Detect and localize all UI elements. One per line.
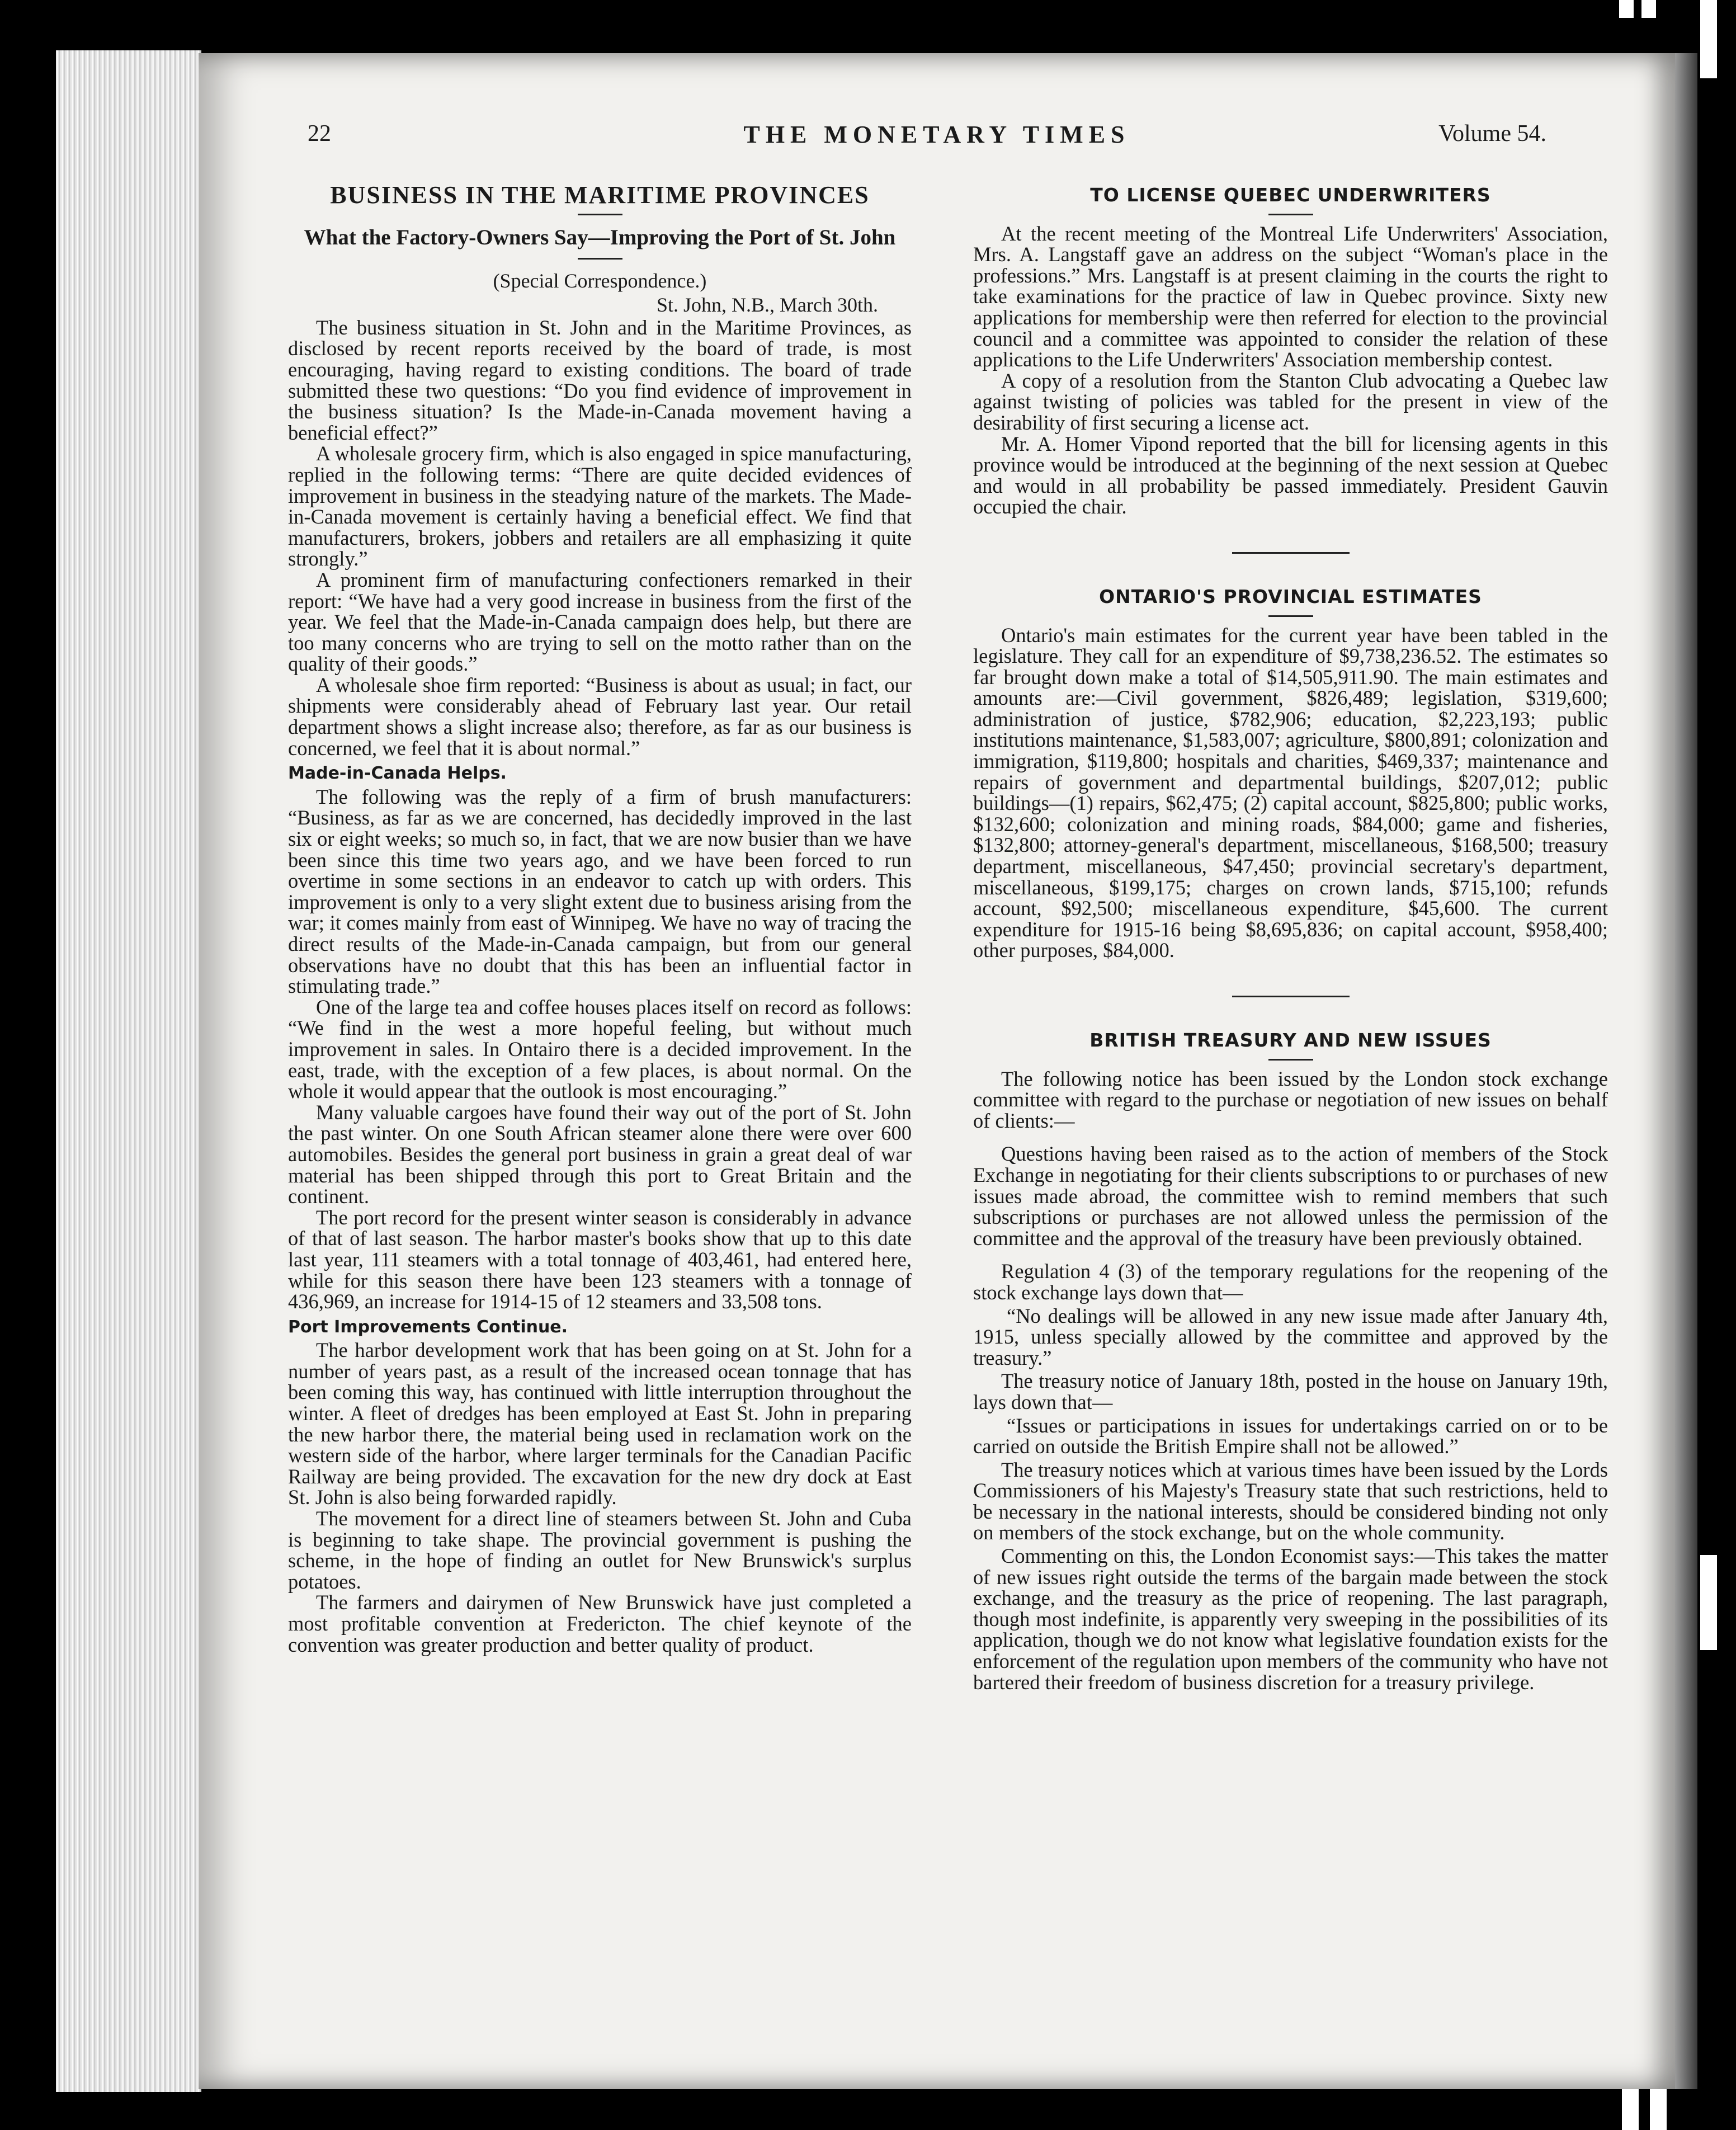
paragraph: The following notice has been issued by the London stock exchange committee with regard to the purchase or negotiation of new issues on behalf of clients:—: [973, 1067, 1608, 1132]
section-heading: Port Improvements Continue.: [288, 1317, 568, 1337]
paragraph: At the recent meeting of the Montreal Life Underwriters' Association, Mrs. A. Langstaff gave an address on the subject “Woman's place in the professions.” Mrs. Langstaff is at present claiming in the courts the right to take examinations for the practice of law in Quebec province. Sixty new applications for membership were then referred for election to the provincial council and a committee was appointed to consider the relation of these applications to the Life Underwriters' Association membership contest.: [973, 222, 1608, 371]
paragraph: A wholesale grocery firm, which is also engaged in spice manufacturing, replied in the following terms: “There are quite decided evidences of improvement in business in the steadying nature of the markets. The Made-in-Canada movement is certainly having a beneficial effect. We find that manufacturers, brokers, jobbers and retailers are all emphasizing it quite strongly.”: [288, 442, 912, 571]
correspondence-note: (Special Correspondence.): [493, 269, 707, 292]
article-title: BRITISH TREASURY AND NEW ISSUES: [1089, 1029, 1492, 1051]
left-column: [288, 181, 912, 1656]
paragraph: One of the large tea and coffee houses places itself on record as follows: “We find in the west a more hopeful feeling, but without much improvement in sales. In Ontairo there is a decided improvement. In the east, trade, with the exception of a few places, is about normal. On the whole it would appear that the outlook is most encouraging.”: [288, 995, 912, 1103]
scan-mark: [1700, 1555, 1717, 1650]
paragraph: A copy of a resolution from the Stanton Club advocating a Quebec law against twisting of policies was tabled for the present in view of the desirability of first securing a license act.: [973, 369, 1608, 434]
paragraph: Commenting on this, the London Economist says:—This takes the matter of new issues right outside the terms of the bargain made between the stock exchange, and the treasury as the price of reopening. The last paragraph, though most indefinite, is apparently very sweeping in the possibilities of its application, though we do not know what legislative foundation exists for the enforcement of the regulation upon members of the community who have not bartered their freedom of business discretion for a treasury privilege.: [973, 1544, 1608, 1694]
paragraph: Many valuable cargoes have found their way out of the port of St. John the past winter. On one South African steamer alone there were over 600 automobiles. Besides the general port business in grain a great deal of war material has been shipped through this port to Great Britain and the continent.: [288, 1100, 912, 1208]
paragraph: The following was the reply of a firm of brush manufacturers: “Business, as far as we are concerned, has decidedly improved in the last six or eight weeks; so much so, in fact, that we are now busier than we have been since this time two years ago, and we have been forced to run overtime in some sections in an endeavor to catch up with orders. This improvement is only to a very slight extent due to business arising from the war; it comes mainly from east of Winnipeg. We have no way of tracing the direct results of the Made-in-Canada campaign, but from our general observations have no doubt that this has been an influential factor in stimulating trade.”: [288, 785, 912, 998]
paragraph: The movement for a direct line of steamers between St. John and Cuba is beginning to take shape. The provincial government is pushing the scheme, in the hope of finding an outlet for New Brunswick's surplus potatoes.: [288, 1507, 912, 1593]
paragraph: A prominent firm of manufacturing confectioners remarked in their report: “We have had a very good increase in business from the first of the year. We feel that the Made-in-Canada campaign does help, but there are too many concerns who are trying to sell on the motto rather than on the quality of their goods.”: [288, 568, 912, 676]
paragraph: Regulation 4 (3) of the temporary regulations for the reopening of the stock exchange lays down that—: [973, 1260, 1608, 1304]
divider: [1268, 1059, 1313, 1061]
paragraph: Ontario's main estimates for the current year have been tabled in the legislature. They call for an expenditure of $9,738,236.52. The estimates so far brought down make a total of $14,505,911.90. The main estimates and amounts are:—Civil government, $826,489; legislation, $319,600; administration of justice, $782,906; education, $2,223,193; public institutions maintenance, $1,583,007; agriculture, $800,891; colonization and immigration, $119,800; hospitals and charities, $469,337; maintenance and repairs of government and departmental buildings, $207,012; public buildings—(1) repairs, $62,475; (2) capital account, $825,800; public works, $132,600; colonization and mining roads, $84,000; game and fisheries, $132,800; attorney-general's department, miscellaneous, $168,500; treasury department, miscellaneous, $47,450; provincial secretary's department, miscellaneous, $199,175; charges on crown lands, $715,100; refunds account, $92,500; miscellaneous expenditure, $45,600. The current expenditure for 1915-16 being $8,695,836; on capital account, $958,400; other purposes, $84,000.: [973, 623, 1608, 962]
article-title: TO LICENSE QUEBEC UNDERWRITERS: [1090, 184, 1491, 206]
article-title: BUSINESS IN THE MARITIME PROVINCES: [330, 181, 870, 209]
paragraph: The port record for the present winter season is considerably in advance of that of last season. The harbor master's books show that up to this date last year, 111 steamers with a total tonnage of 403,461, had entered here, while for this season there have been 123 steamers with a tonnage of 436,969, an increase for 1914-15 of 12 steamers and 33,508 tons.: [288, 1205, 912, 1313]
divider: [1268, 214, 1313, 215]
divider: [578, 258, 622, 260]
quoted-paragraph: “Issues or participations in issues for undertakings carried on or to be carried on outside the British Empire shall not be allowed.”: [973, 1413, 1608, 1458]
page-header: [199, 120, 1675, 165]
paragraph: The harbor development work that has been going on at St. John for a number of years past, as a result of the increased ocean tonnage that has been coming this way, has continued with little interruption throughout the winter. A fleet of dredges has been employed at East St. John in preparing the new harbor there, the material being used in reclamation work on the western side of the harbor, where larger terminals for the Canadian Pacific Railway are being provided. The excavation for the new dry dock at East St. John is also being forwarded rapidly.: [288, 1339, 912, 1509]
article-title: ONTARIO'S PROVINCIAL ESTIMATES: [1099, 585, 1482, 607]
book-gutter-shadow: [1675, 53, 1697, 2089]
section-heading: Made-in-Canada Helps.: [288, 764, 507, 784]
paragraph: Mr. A. Homer Vipond reported that the bill for licensing agents in this province would be introduced at the beginning of the next session at Quebec and would in all probability be passed immediately. President Gauvin occupied the chair.: [973, 432, 1608, 519]
page-number: 22: [308, 121, 331, 147]
dateline: St. John, N.B., March 30th.: [657, 294, 878, 317]
volume-label: Volume 54.: [1438, 121, 1546, 147]
paragraph: The business situation in St. John and in the Maritime Provinces, as disclosed by recent reports received by the board of trade, is most encouraging, having regard to existing conditions. The board of trade submitted these two questions: “Do you find evidence of improvement in the business situation? Is the Made-in-Canada movement having a beneficial effect?”: [288, 315, 912, 444]
article-subtitle: What the Factory-Owners Say—Improving the Port of St. John: [304, 225, 896, 249]
section-divider: [1232, 996, 1350, 997]
scan-mark: [1619, 0, 1634, 18]
section-divider: [1232, 552, 1350, 554]
paragraph: The treasury notice of January 18th, posted in the house on January 19th, lays down that—: [973, 1369, 1608, 1413]
divider: [1268, 615, 1313, 617]
scan-mark: [1641, 0, 1656, 18]
right-column: [973, 185, 1608, 1693]
scan-mark: [1700, 0, 1717, 78]
paragraph: A wholesale shoe firm reported: “Business is about as usual; in fact, our shipments were considerably ahead of February last year. Our retail department shows a slight increase also; therefore, as far as our business is concerned, we feel that it is about normal.”: [288, 673, 912, 760]
quoted-paragraph: “No dealings will be allowed in any new issue made after January 4th, 1915, unless specially allowed by the committee and approved by the treasury.”: [973, 1304, 1608, 1369]
paragraph: The treasury notices which at various times have been issued by the Lords Commissioners of his Majesty's Treasury state that such restrictions, held to be necessary in the national interests, should be considered binding not only on members of the stock exchange, but on the whole community.: [973, 1458, 1608, 1544]
newspaper-page: [199, 53, 1675, 2089]
book-page-edges: [56, 50, 201, 2092]
paragraph: The farmers and dairymen of New Brunswick have just completed a most profitable convention at Fredericton. The chief keynote of the convention was greater production and better quality of product.: [288, 1591, 912, 1656]
journal-title: THE MONETARY TIMES: [743, 121, 1130, 148]
paragraph: Questions having been raised as to the action of members of the Stock Exchange in negotiating for their clients subscriptions to or purchases of new issues made abroad, the committee wish to remind members that such subscriptions or purchases are not allowed unless the permission of the committee and the approval of the treasury have been previously obtained.: [973, 1142, 1608, 1250]
divider: [578, 214, 622, 215]
